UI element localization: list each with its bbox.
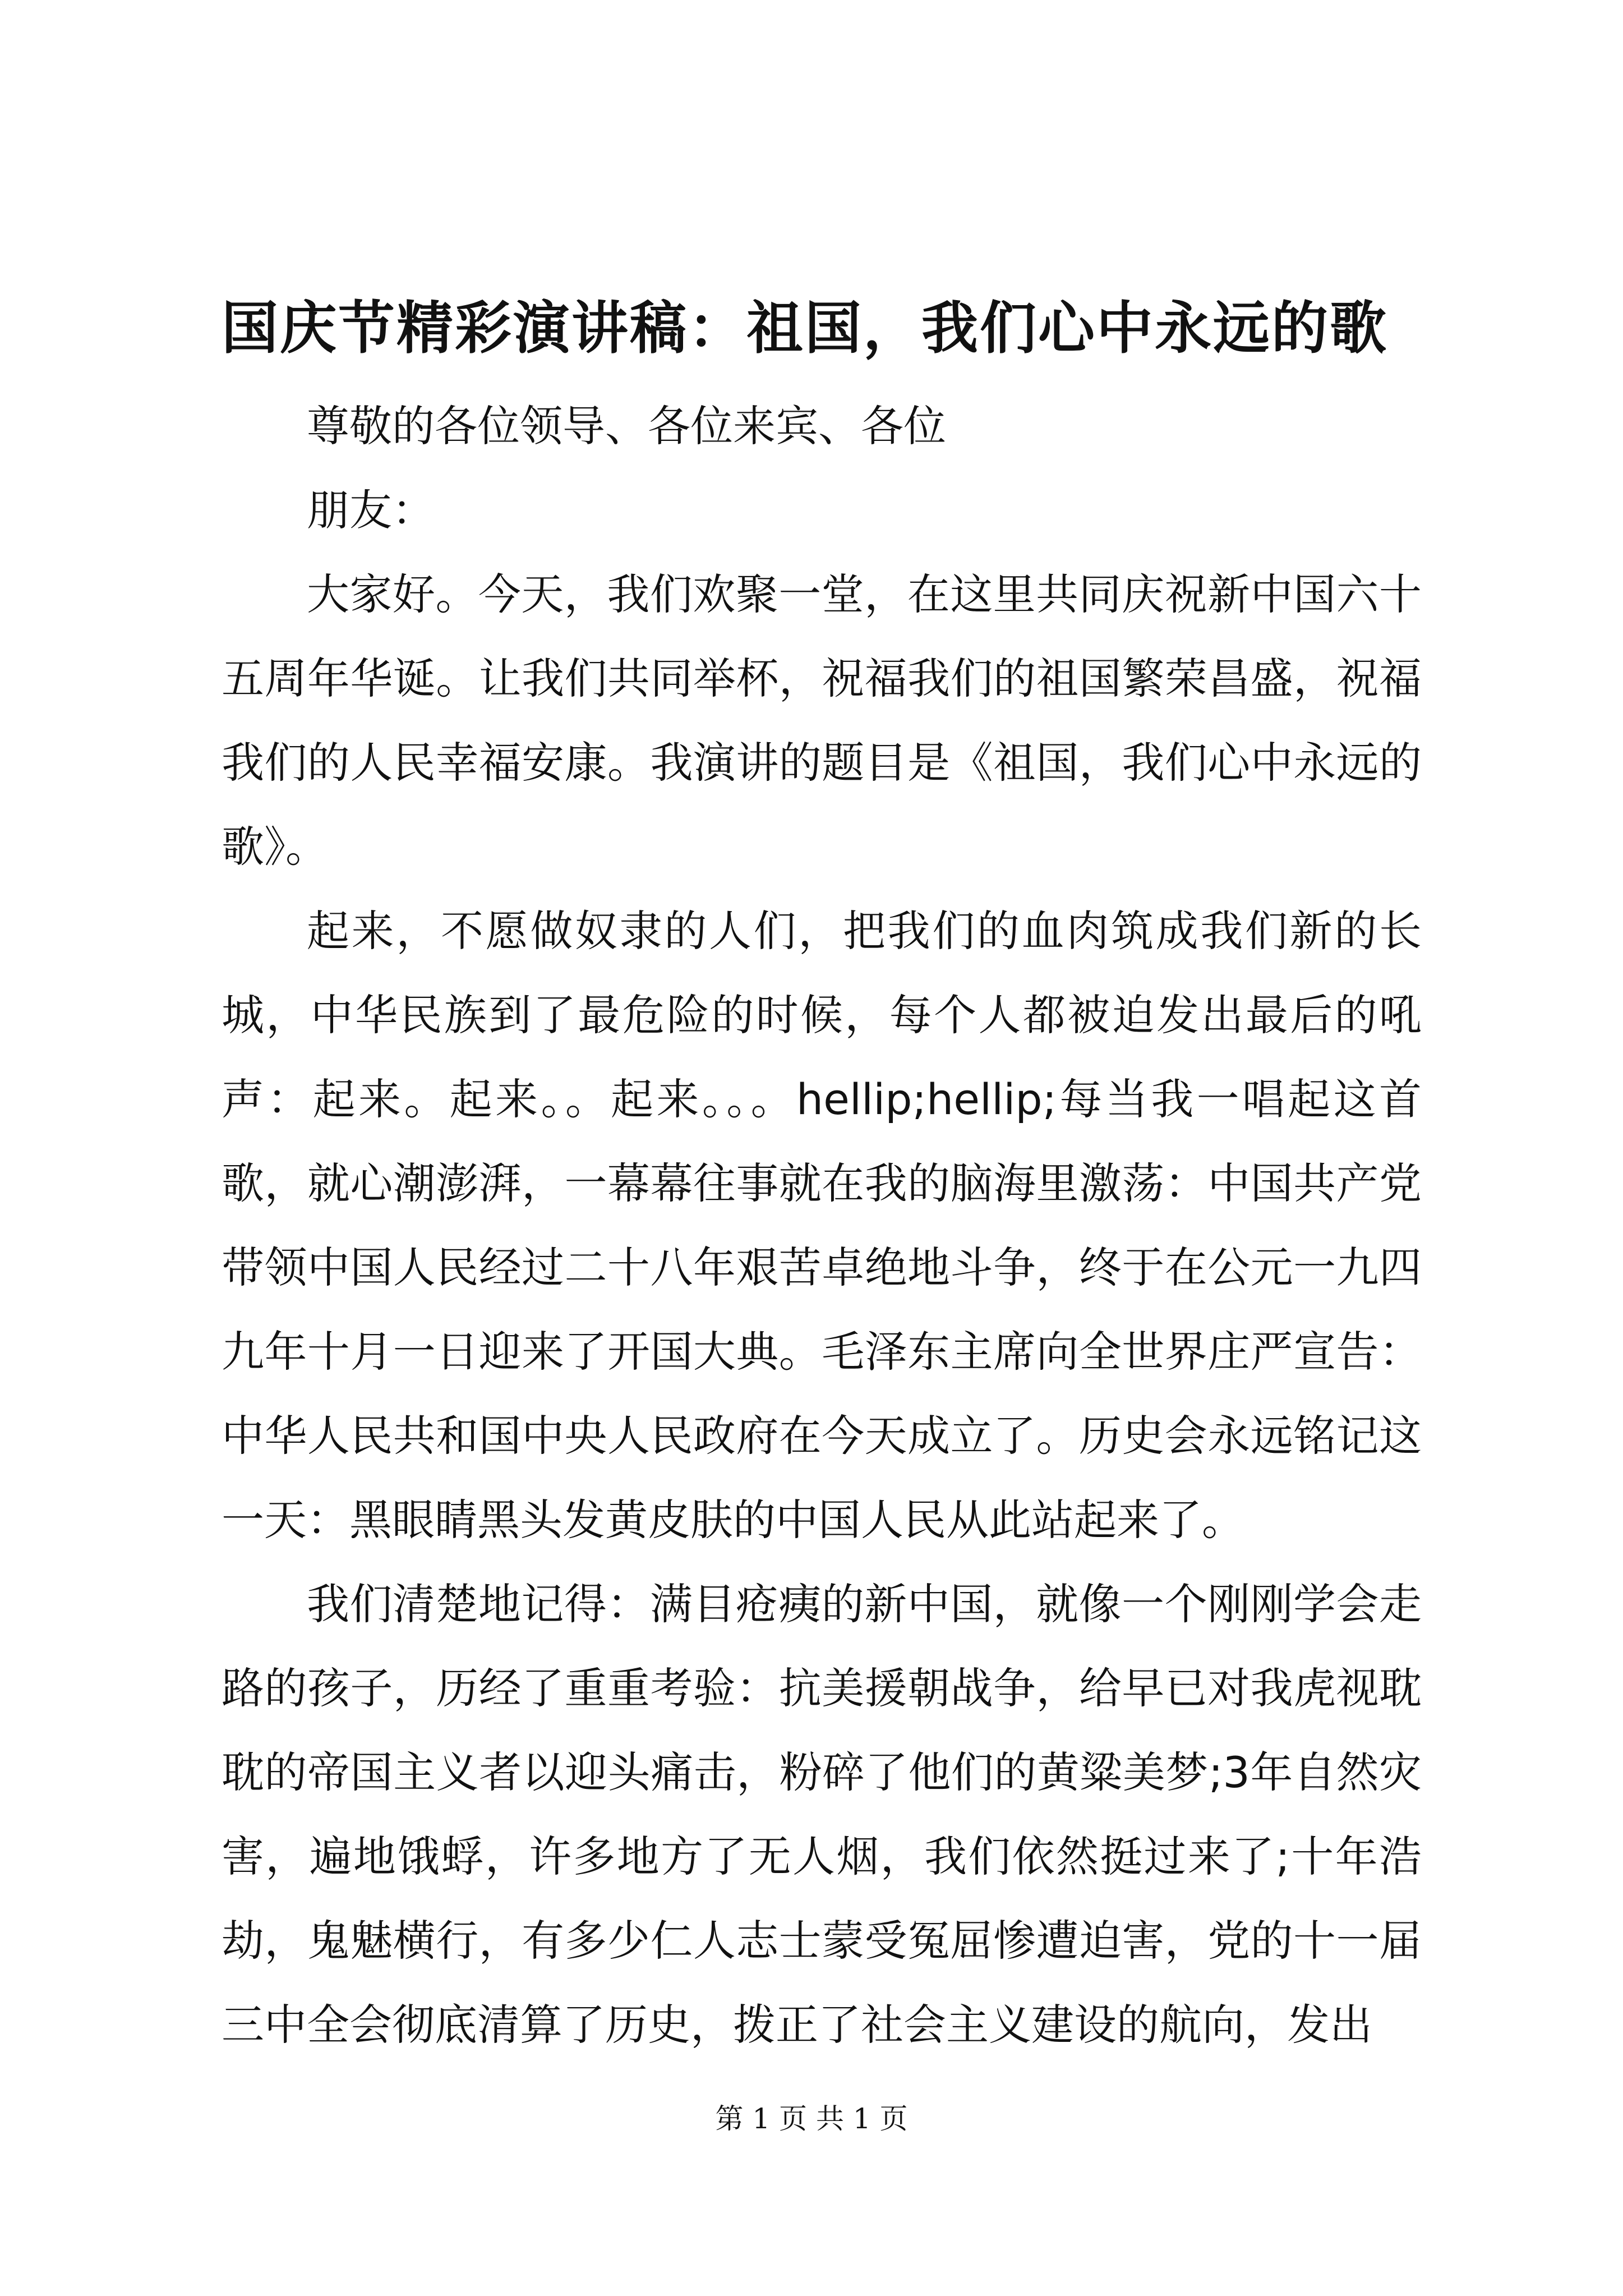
paragraph-greeting: 大家好。今天，我们欢聚一堂，在这里共同庆祝新中国六十五周年华诞。让我们共同举杯，祝福我们的祖国繁荣昌盛，祝福我们的人民幸福安康。我演讲的题目是《祖国，我们心中永远的歌》。: [222, 569, 1422, 872]
paragraph-anthem: 起来，不愿做奴隶的人们，把我们的血肉筑成我们新的长城，中华民族到了最危险的时候，每个人都被迫发出最后的吼声：起来。起来。。起来。。。hellip;hellip;每当我一唱起这首歌，就心潮澎湃，一幕幕往事就在我的脑海里激荡：中国共产党带领中国人民经过二十八年艰苦卓绝地斗争，终于在公元一九四九年十月一日迎来了开国大典。毛泽东主席向全世界庄严宣告：中华人民共和国中央人民政府在今天成立了。历史会永远铭记这一天：黑眼睛黑头发黄皮肤的中国人民从此站起来了。: [222, 906, 1422, 1545]
document-title: 国庆节精彩演讲稿：祖国，我们心中永远的歌: [222, 295, 1389, 361]
document-body: [222, 384, 1422, 2067]
paragraph-history: 我们清楚地记得：满目疮痍的新中国，就像一个刚刚学会走路的孩子，历经了重重考验：抗美援朝战争，给早已对我虎视耽耽的帝国主义者以迎头痛击，粉碎了他们的黄粱美梦;3年自然灾害，遍地饿蜉，许多地方了无人烟，我们依然挺过来了;十年浩劫，鬼魅横行，有多少仁人志士蒙受冤屈惨遭迫害，党的十一届三中全会彻底清算了历史，拨正了社会主义建设的航向，发出: [222, 1579, 1422, 2050]
paragraph-salutation-cont: 朋友：: [307, 485, 435, 535]
page-footer: 第 1 页 共 1 页: [715, 2102, 908, 2135]
paragraph-salutation: 尊敬的各位领导、各位来宾、各位: [307, 401, 946, 451]
